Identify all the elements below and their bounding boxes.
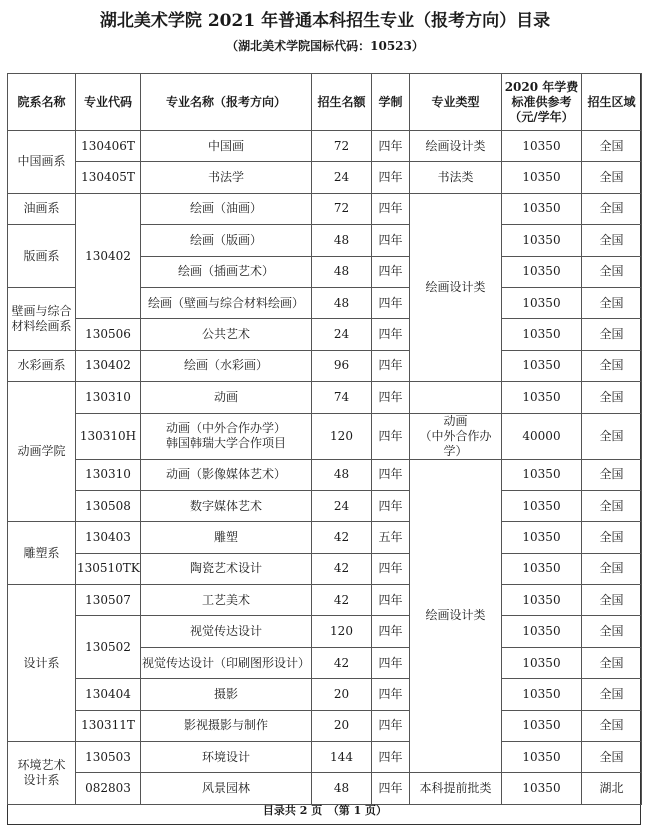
type-cell: 绘画设计类 — [410, 193, 502, 381]
type-cell — [410, 413, 502, 459]
region-cell: 全国 — [582, 742, 642, 773]
table-row — [8, 319, 642, 350]
header-major: 专业名称（报考方向） — [141, 74, 312, 131]
region-cell: 全国 — [582, 647, 642, 678]
major-cell: 视觉传达设计 — [141, 616, 312, 647]
major-cell — [141, 413, 312, 459]
fee-cell: 10350 — [502, 459, 582, 490]
region-cell: 全国 — [582, 679, 642, 710]
quota-cell: 24 — [312, 162, 372, 193]
quota-cell: 42 — [312, 522, 372, 553]
quota-cell: 42 — [312, 585, 372, 616]
header-region: 招生区域 — [582, 74, 642, 131]
code-cell: 130402 — [76, 350, 141, 381]
code-cell: 130405T — [76, 162, 141, 193]
dept-cell: 雕塑系 — [8, 522, 76, 585]
header-code: 专业代码 — [76, 74, 141, 131]
major-cell: 工艺美术 — [141, 585, 312, 616]
fee-cell: 10350 — [502, 585, 582, 616]
header-fee-line2: 标准供参考 — [511, 94, 572, 109]
fee-cell: 10350 — [502, 679, 582, 710]
header-fee-line1: 2020 年学费 — [504, 79, 579, 94]
code-cell: 130404 — [76, 679, 141, 710]
dept-cell: 动画学院 — [8, 382, 76, 522]
major-cell: 书法学 — [141, 162, 312, 193]
fee-cell: 10350 — [502, 382, 582, 413]
dept-cell — [8, 287, 76, 350]
dept-line2: 设计系 — [23, 772, 60, 787]
major-line1: 动画（中外合作办学） — [165, 421, 286, 436]
duration-cell: 四年 — [372, 773, 410, 804]
duration-cell: 四年 — [372, 710, 410, 741]
major-cell: 动画 — [141, 382, 312, 413]
major-cell: 影视摄影与制作 — [141, 710, 312, 741]
region-cell: 全国 — [582, 710, 642, 741]
region-cell: 全国 — [582, 256, 642, 287]
table-row — [8, 553, 642, 584]
major-cell: 绘画（版画） — [141, 225, 312, 256]
quota-cell: 20 — [312, 710, 372, 741]
header-duration: 学制 — [372, 74, 410, 131]
major-cell: 公共艺术 — [141, 319, 312, 350]
code-cell: 130508 — [76, 490, 141, 521]
dept-line1: 壁画与综合 — [11, 303, 72, 318]
code-cell: 130503 — [76, 742, 141, 773]
code-cell: 130402 — [76, 193, 141, 319]
duration-cell: 四年 — [372, 350, 410, 381]
document-subtitle: （湖北美术学院国标代码：10523） — [226, 39, 424, 53]
table-row — [8, 459, 642, 490]
duration-cell: 四年 — [372, 647, 410, 678]
region-cell: 全国 — [582, 553, 642, 584]
header-quota: 招生名额 — [312, 74, 372, 131]
fee-cell: 10350 — [502, 225, 582, 256]
region-cell: 全国 — [582, 490, 642, 521]
dept-cell: 版画系 — [8, 225, 76, 288]
region-cell: 全国 — [582, 413, 642, 459]
duration-cell: 四年 — [372, 742, 410, 773]
fee-cell: 10350 — [502, 490, 582, 521]
quota-cell: 48 — [312, 459, 372, 490]
duration-cell: 四年 — [372, 679, 410, 710]
code-cell: 130507 — [76, 585, 141, 616]
major-cell: 绘画（水彩画） — [141, 350, 312, 381]
duration-cell: 四年 — [372, 490, 410, 521]
duration-cell: 四年 — [372, 616, 410, 647]
table-row — [8, 490, 642, 521]
fee-cell: 10350 — [502, 616, 582, 647]
code-cell: 082803 — [76, 773, 141, 804]
type-line1: 动画 — [443, 413, 468, 428]
duration-cell: 四年 — [372, 319, 410, 350]
fee-cell: 10350 — [502, 319, 582, 350]
header-fee-line3: （元/学年） — [509, 109, 574, 124]
fee-cell: 10350 — [502, 162, 582, 193]
duration-cell: 五年 — [372, 522, 410, 553]
page-footer: 目录共 2 页 （第 1 页） — [262, 804, 388, 817]
fee-cell: 10350 — [502, 193, 582, 224]
dept-line2: 材料绘画系 — [11, 318, 72, 333]
dept-cell: 中国画系 — [8, 131, 76, 194]
fee-cell: 10350 — [502, 131, 582, 162]
fee-cell: 10350 — [502, 350, 582, 381]
dept-line1: 环境艺术 — [17, 757, 66, 772]
major-cell: 动画（影像媒体艺术） — [141, 459, 312, 490]
code-cell: 130506 — [76, 319, 141, 350]
admissions-table — [7, 73, 642, 805]
table-row — [8, 193, 642, 224]
region-cell: 湖北 — [582, 773, 642, 804]
table-row — [8, 710, 642, 741]
type-cell: 书法类 — [410, 162, 502, 193]
code-cell: 130406T — [76, 131, 141, 162]
duration-cell: 四年 — [372, 162, 410, 193]
table-row — [8, 131, 642, 162]
type-cell: 绘画设计类 — [410, 131, 502, 162]
quota-cell: 42 — [312, 647, 372, 678]
code-cell: 130502 — [76, 616, 141, 679]
duration-cell: 四年 — [372, 413, 410, 459]
document-title: 湖北美术学院 2021 年普通本科招生专业（报考方向）目录 — [99, 11, 551, 31]
region-cell: 全国 — [582, 585, 642, 616]
quota-cell: 120 — [312, 413, 372, 459]
fee-cell: 10350 — [502, 710, 582, 741]
fee-cell: 10350 — [502, 773, 582, 804]
major-cell: 数字媒体艺术 — [141, 490, 312, 521]
quota-cell: 144 — [312, 742, 372, 773]
header-fee — [502, 74, 582, 131]
duration-cell: 四年 — [372, 553, 410, 584]
major-cell: 陶瓷艺术设计 — [141, 553, 312, 584]
region-cell: 全国 — [582, 319, 642, 350]
major-cell: 中国画 — [141, 131, 312, 162]
fee-cell: 10350 — [502, 742, 582, 773]
duration-cell: 四年 — [372, 287, 410, 318]
header-dept: 院系名称 — [8, 74, 76, 131]
table-row — [8, 679, 642, 710]
duration-cell: 四年 — [372, 256, 410, 287]
quota-cell: 48 — [312, 256, 372, 287]
quota-cell: 72 — [312, 131, 372, 162]
region-cell: 全国 — [582, 382, 642, 413]
code-cell: 130310 — [76, 459, 141, 490]
table-row — [8, 162, 642, 193]
quota-cell: 74 — [312, 382, 372, 413]
major-cell: 风景园林 — [141, 773, 312, 804]
fee-cell: 10350 — [502, 553, 582, 584]
region-cell: 全国 — [582, 193, 642, 224]
table-header-row — [8, 74, 642, 131]
duration-cell: 四年 — [372, 131, 410, 162]
major-cell: 绘画（插画艺术） — [141, 256, 312, 287]
quota-cell: 48 — [312, 287, 372, 318]
region-cell: 全国 — [582, 162, 642, 193]
table-row — [8, 350, 642, 381]
quota-cell: 20 — [312, 679, 372, 710]
region-cell: 全国 — [582, 459, 642, 490]
table-row — [8, 382, 642, 413]
code-cell: 130311T — [76, 710, 141, 741]
table-row — [8, 522, 642, 553]
dept-cell: 油画系 — [8, 193, 76, 224]
region-cell: 全国 — [582, 350, 642, 381]
quota-cell: 120 — [312, 616, 372, 647]
dept-cell: 水彩画系 — [8, 350, 76, 381]
table-row — [8, 773, 642, 804]
quota-cell: 48 — [312, 773, 372, 804]
code-cell: 130510TK — [76, 553, 141, 584]
duration-cell: 四年 — [372, 459, 410, 490]
type-cell: 绘画设计类 — [410, 459, 502, 773]
dept-cell: 设计系 — [8, 585, 76, 742]
major-cell: 视觉传达设计（印刷图形设计） — [141, 647, 312, 678]
header-type: 专业类型 — [410, 74, 502, 131]
major-line2: 韩国韩瑞大学合作项目 — [165, 436, 286, 451]
quota-cell: 42 — [312, 553, 372, 584]
table-row — [8, 742, 642, 773]
region-cell: 全国 — [582, 225, 642, 256]
quota-cell: 24 — [312, 490, 372, 521]
type-cell-blank — [410, 382, 502, 413]
duration-cell: 四年 — [372, 585, 410, 616]
type-line2: （中外合作办学） — [419, 428, 492, 458]
code-cell: 130403 — [76, 522, 141, 553]
fee-cell: 10350 — [502, 647, 582, 678]
region-cell: 全国 — [582, 287, 642, 318]
duration-cell: 四年 — [372, 225, 410, 256]
region-cell: 全国 — [582, 131, 642, 162]
fee-cell: 10350 — [502, 287, 582, 318]
major-cell: 绘画（壁画与综合材料绘画） — [141, 287, 312, 318]
duration-cell: 四年 — [372, 193, 410, 224]
major-cell: 雕塑 — [141, 522, 312, 553]
fee-cell: 10350 — [502, 256, 582, 287]
table-row — [8, 585, 642, 616]
code-cell: 130310H — [76, 413, 141, 459]
region-cell: 全国 — [582, 616, 642, 647]
quota-cell: 48 — [312, 225, 372, 256]
fee-cell: 10350 — [502, 522, 582, 553]
type-cell: 本科提前批类 — [410, 773, 502, 804]
table-row — [8, 616, 642, 647]
duration-cell: 四年 — [372, 382, 410, 413]
major-cell: 摄影 — [141, 679, 312, 710]
quota-cell: 24 — [312, 319, 372, 350]
quota-cell: 96 — [312, 350, 372, 381]
fee-cell: 40000 — [502, 413, 582, 459]
region-cell: 全国 — [582, 522, 642, 553]
table-row — [8, 413, 642, 459]
major-cell: 绘画（油画） — [141, 193, 312, 224]
code-cell: 130310 — [76, 382, 141, 413]
major-cell: 环境设计 — [141, 742, 312, 773]
dept-cell — [8, 742, 76, 805]
quota-cell: 72 — [312, 193, 372, 224]
